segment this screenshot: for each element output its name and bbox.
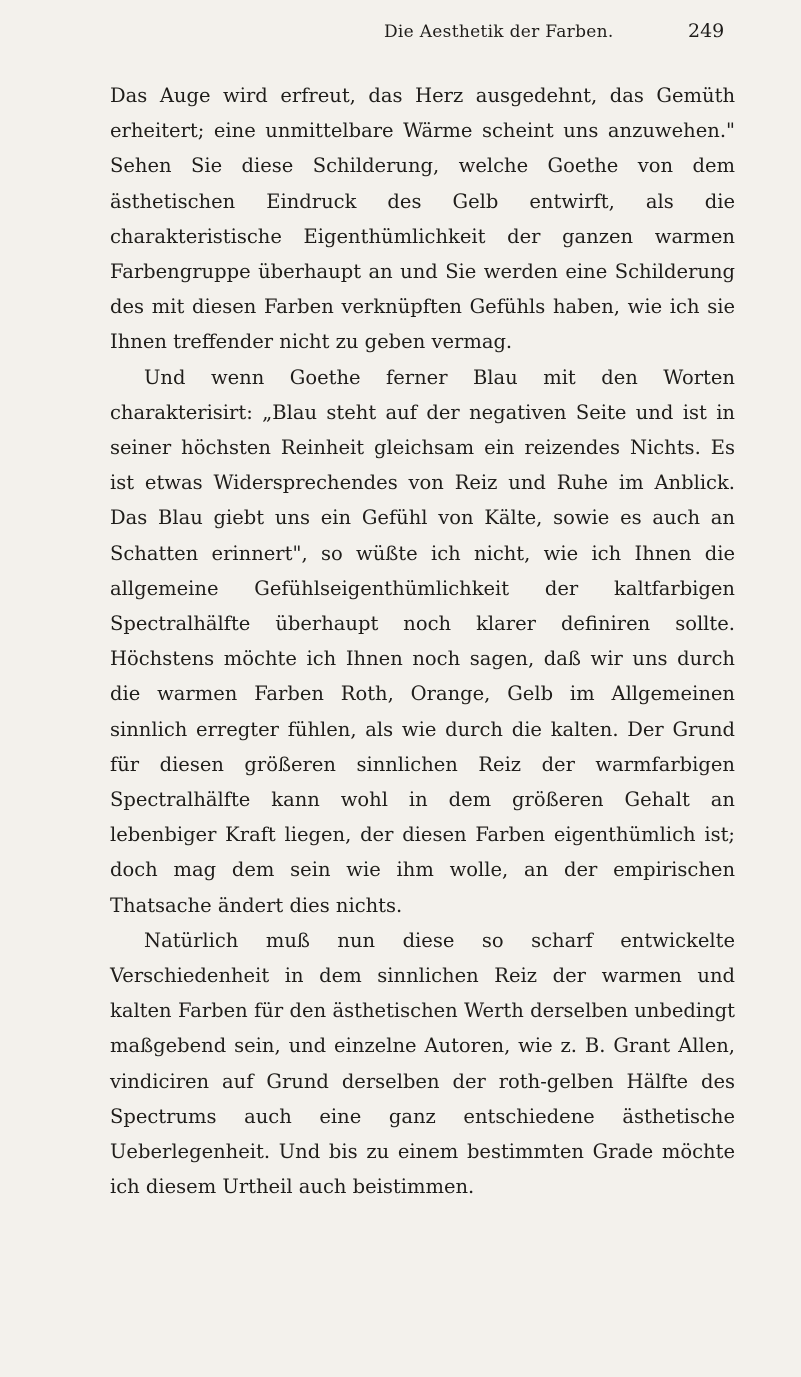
body-text bbox=[110, 78, 735, 1205]
paragraph-3: Natürlich muß nun diese so scharf entwickelte Verschiedenheit in dem sinnlichen Reiz der warmen und kalten Farben für den ästhetischen Werth derselben unbedingt maßgebend sein, und einzelne Autoren, wie z. B. Grant Allen, vindiciren auf Grund derselben der roth-gelben Hälfte des Spectrums auch eine ganz entschiedene ästhetische Ueberlegenheit. Und bis zu einem bestimmten Grade möchte ich diesem Urtheil auch beistimmen. bbox=[110, 928, 735, 1199]
running-head: Die Aesthetik der Farben. bbox=[384, 22, 614, 42]
page-number: 249 bbox=[688, 20, 725, 42]
paragraph-2: Und wenn Goethe ferner Blau mit den Worten charakterisirt: „Blau steht auf der negativen Seite und ist in seiner höchsten Reinheit gleichsam ein reizendes Nichts. Es ist etwas Widersprechendes von Reiz und Ruhe im Anblick. Das Blau giebt uns ein Gefühl von Kälte, sowie es auch an Schatten erinnert", so wüßte ich nicht, wie ich Ihnen die allgemeine Gefühlseigenthümlichkeit der kaltfarbigen Spectralhälfte überhaupt noch klarer definiren sollte. Höchstens möchte ich Ihnen noch sagen, daß wir uns durch die warmen Farben Roth, Orange, Gelb im Allgemeinen sinnlich erregter fühlen, als wie durch die kalten. Der Grund für diesen größeren sinnlichen Reiz der warmfarbigen Spectralhälfte kann wohl in dem größeren Gehalt an lebenbiger Kraft liegen, der diesen Farben eigenthümlich ist; doch mag dem sein wie ihm wolle, an der empirischen Thatsache ändert dies nichts. bbox=[110, 365, 735, 917]
paragraph-1: Das Auge wird erfreut, das Herz ausgedehnt, das Gemüth erheitert; eine unmittelbare Wärme scheint uns anzuwehen." Sehen Sie diese Schilderung, welche Goethe von dem ästhetischen Eindruck des Gelb entwirft, als die charakteristische Eigenthümlichkeit der ganzen warmen Farbengruppe überhaupt an und Sie werden eine Schilderung des mit diesen Farben verknüpften Gefühls haben, wie ich sie Ihnen treffender nicht zu geben vermag. bbox=[110, 84, 735, 354]
